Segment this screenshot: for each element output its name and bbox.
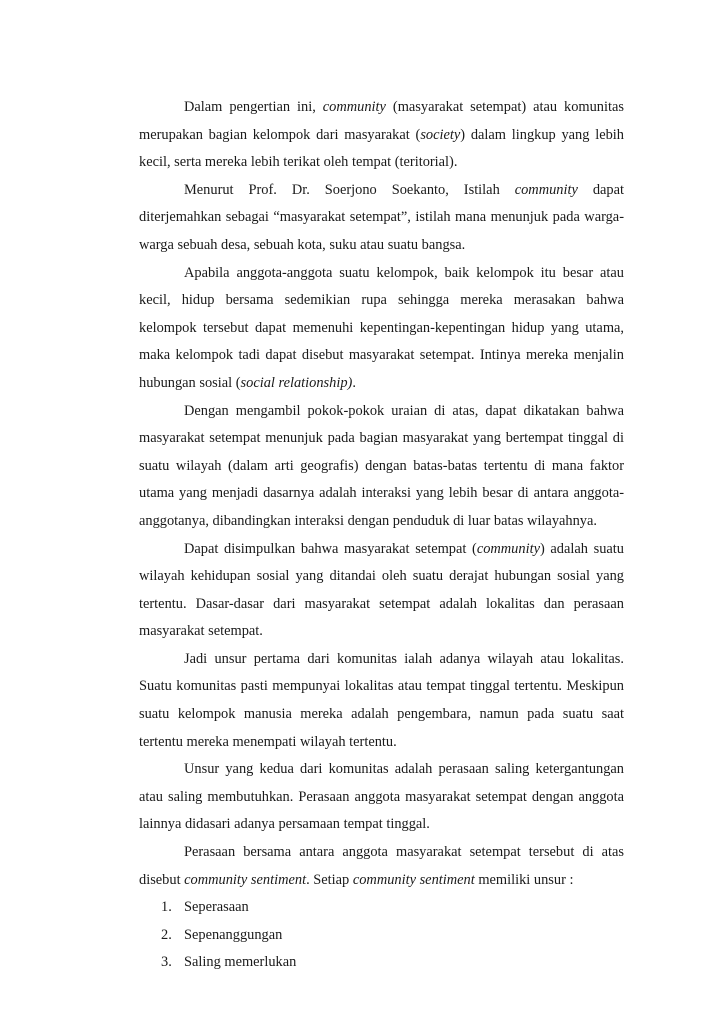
text-segment: Dalam pengertian ini, <box>184 99 323 115</box>
italic-term: community sentiment <box>352 871 475 888</box>
italic-term: society <box>420 126 461 143</box>
body-text <box>139 94 624 977</box>
paragraph <box>139 756 624 839</box>
paragraph <box>139 646 624 756</box>
paragraphs <box>139 94 624 894</box>
text-segment: (masyarakat setempat) atau komunitas merupakan bagian kelompok dari masyarakat ( <box>139 99 624 143</box>
text-segment: Dengan mengambil pokok-pokok uraian di atas, dapat dikatakan bahwa masyarakat setempat menunjuk pada bagian masyarakat yang bertempat tinggal di suatu wilayah (dalam arti geografis) dengan batas-batas tertentu di mana faktor utama yang menjadi dasarnya adalah interaksi yang lebih besar di antara anggota-anggotanya, dibandingkan interaksi dengan penduduk di luar batas wilayahnya. <box>139 402 624 529</box>
paragraph <box>139 398 624 536</box>
text-segment: Unsur yang kedua dari komunitas adalah perasaan saling ketergantungan atau saling membutuhkan. Perasaan anggota masyarakat setempat dengan anggota lainnya didasari adanya persamaan tempat tinggal. <box>139 761 624 833</box>
text-segment: ) adalah suatu wilayah kehidupan sosial yang ditandai oleh suatu derajat hubungan sosial yang tertentu. Dasar-dasar dari masyarakat setempat adalah lokalitas dan perasaan masyarakat setempat. <box>139 540 624 640</box>
list-item <box>139 894 624 922</box>
italic-term: social relationship) <box>240 374 353 391</box>
text-segment: Jadi unsur pertama dari komunitas ialah adanya wilayah atau lokalitas. Suatu komunitas pasti mempunyai lokalitas atau tempat tinggal tertentu. Meskipun suatu kelompok manusia mereka adalah pengembara, namun pada suatu saat tertentu mereka menempati wilayah tertentu. <box>139 650 624 750</box>
paragraph <box>139 839 624 894</box>
text-segment: Apabila anggota-anggota suatu kelompok, baik kelompok itu besar atau kecil, hidup bersama sedemikian rupa sehingga mereka merasakan bahwa kelompok tersebut dapat memenuhi kepentingan-kepentingan hidup yang utama, maka kelompok tadi dapat disebut masyarakat setempat. Intinya mereka menjalin hubungan sosial ( <box>139 264 624 391</box>
text-segment: . <box>352 374 356 391</box>
numbered-list <box>139 894 624 977</box>
italic-term: community <box>322 99 386 115</box>
italic-term: community <box>476 540 540 557</box>
list-item-text: Sepenanggungan <box>184 926 283 943</box>
list-number: 2. <box>161 926 172 943</box>
italic-term: community sentiment <box>184 871 307 888</box>
text-segment: ) dalam lingkup yang lebih kecil, serta mereka lebih terikat oleh tempat (teritorial). <box>139 126 624 171</box>
paragraph <box>139 177 624 260</box>
list-item-text: Seperasaan <box>184 899 249 916</box>
text-segment: . Setiap <box>306 871 353 888</box>
text-segment: memiliki unsur : <box>474 871 574 888</box>
paragraph <box>139 260 624 398</box>
text-segment: Menurut Prof. Dr. Soerjono Soekanto, Istilah <box>184 181 515 198</box>
text-segment: dapat diterjemahkan sebagai “masyarakat setempat”, istilah mana menunjuk pada warga-warga sebuah desa, sebuah kota, suku atau suatu bangsa. <box>139 181 624 253</box>
text-segment: Perasaan bersama antara anggota masyarakat setempat tersebut di atas disebut <box>139 844 624 888</box>
list-item <box>139 922 624 950</box>
list-item-text: Saling memerlukan <box>184 954 297 971</box>
paragraph <box>139 536 624 646</box>
text-segment: Dapat disimpulkan bahwa masyarakat setempat ( <box>184 540 477 557</box>
paragraph <box>139 94 624 177</box>
list-number: 1. <box>161 899 172 916</box>
italic-term: community <box>514 181 578 198</box>
list-item <box>139 949 624 977</box>
list-number: 3. <box>161 954 172 971</box>
